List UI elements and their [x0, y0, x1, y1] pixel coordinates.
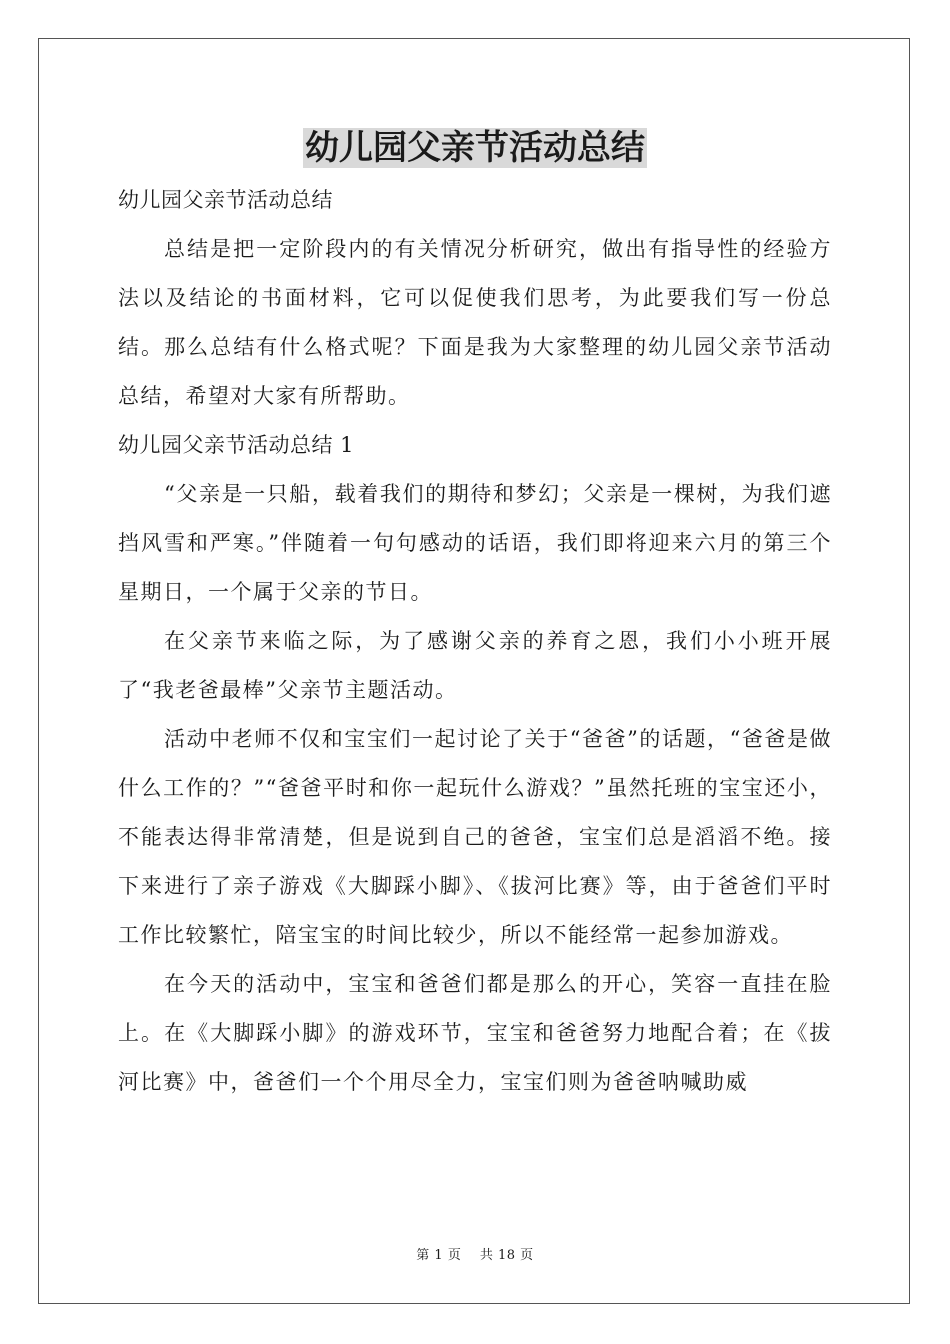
page-footer: [0, 1246, 950, 1266]
body-paragraph: 在父亲节来临之际，为了感谢父亲的养育之恩，我们小小班开展了“我老爸最棒”父亲节主题活动。: [118, 629, 832, 702]
page-total: 共 18 页: [479, 1248, 534, 1263]
body-paragraph: “父亲是一只船，载着我们的期待和梦幻；父亲是一棵树，为我们遮挡风雪和严寒。”伴随着一句句感动的话语，我们即将迎来六月的第三个星期日，一个属于父亲的节日。: [118, 482, 832, 604]
document-body: [118, 176, 832, 1107]
body-paragraph: 活动中老师不仅和宝宝们一起讨论了关于“爸爸”的话题，“爸爸是做什么工作的？”“爸爸平时和你一起玩什么游戏？”虽然托班的宝宝还小，不能表达得非常清楚，但是说到自己的爸爸，宝宝们总是滔滔不绝。接下来进行了亲子游戏《大脚踩小脚》、《拔河比赛》等，由于爸爸们平时工作比较繁忙，陪宝宝的时间比较少，所以不能经常一起参加游戏。: [118, 727, 832, 947]
document-title: 幼儿园父亲节活动总结: [305, 128, 645, 168]
intro-paragraph: 总结是把一定阶段内的有关情况分析研究，做出有指导性的经验方法以及结论的书面材料，它可以促使我们思考，为此要我们写一份总结。那么总结有什么格式呢？下面是我为大家整理的幼儿园父亲节活动总结，希望对大家有所帮助。: [118, 237, 832, 408]
section-heading-1: 幼儿园父亲节活动总结 1: [118, 433, 355, 457]
page-number: 第 1 页: [416, 1248, 462, 1263]
subtitle-paragraph: 幼儿园父亲节活动总结: [118, 188, 333, 212]
body-paragraph: 在今天的活动中，宝宝和爸爸们都是那么的开心，笑容一直挂在脸上。在《大脚踩小脚》的游戏环节，宝宝和爸爸努力地配合着；在《拔河比赛》中，爸爸们一个个用尽全力，宝宝们则为爸爸呐喊助威: [118, 972, 832, 1094]
